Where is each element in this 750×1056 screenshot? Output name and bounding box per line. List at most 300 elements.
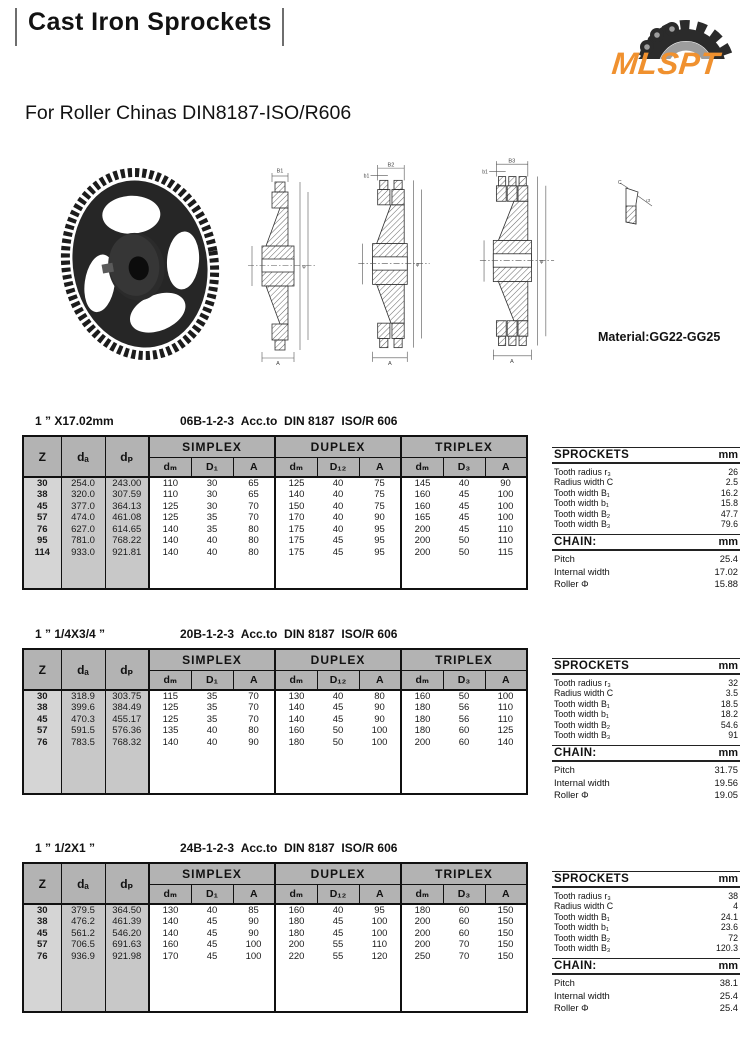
cell: 180 — [414, 725, 431, 737]
spec-value: 15.8 — [720, 498, 738, 509]
table-row — [23, 916, 527, 928]
cell — [191, 962, 233, 1012]
cell: 170 — [288, 512, 305, 524]
cell: 140 — [162, 736, 179, 748]
cell: 140 — [162, 535, 179, 547]
cell: 783.5 — [61, 737, 105, 749]
group-header-row — [23, 863, 527, 884]
cell: 379.5 — [61, 904, 105, 916]
chain-rows — [552, 975, 740, 1015]
dim-label-b3: B3 — [508, 158, 516, 165]
chain-rows — [552, 551, 740, 591]
col-a: A — [485, 884, 527, 904]
spec-label: Tooth width B₃ — [554, 943, 611, 954]
spec-label: Roller Φ — [554, 789, 589, 801]
cell: 100 — [497, 489, 514, 501]
cell: 70 — [233, 702, 275, 714]
group-header-row — [23, 436, 527, 457]
spec-value: 18.5 — [720, 698, 738, 709]
spec-label: Pitch — [554, 553, 575, 565]
col-z: Z — [23, 863, 61, 904]
duplex-section-drawing — [352, 162, 436, 366]
detail-chamfer-label: C — [618, 180, 622, 186]
cell: 140 — [497, 736, 514, 748]
cell: 45 — [332, 546, 344, 558]
cell — [359, 748, 401, 794]
col-d3: D₃ — [443, 457, 485, 477]
col-d12: D₁₂ — [317, 457, 359, 477]
chain-size-label: 1 ” 1/4X3/4 ” — [35, 627, 106, 641]
cell: 100 — [359, 928, 401, 940]
cell: 627.0 — [61, 524, 105, 536]
cell: 140 — [288, 713, 305, 725]
cell: 115 — [497, 546, 514, 558]
table-row — [23, 547, 527, 559]
dia-symbol: φ — [415, 262, 420, 269]
col-dm: dₘ — [401, 884, 443, 904]
cell: 45 — [458, 523, 470, 535]
col-dp: dₚ — [105, 649, 149, 690]
cell: 80 — [233, 524, 275, 536]
cell: 80 — [359, 690, 401, 702]
col-da: dₐ — [61, 436, 105, 477]
logo-wordmark: MLSPT — [610, 46, 722, 81]
cell: 75 — [359, 477, 401, 489]
cell: 200 — [414, 916, 431, 928]
col-d1: D₁ — [191, 884, 233, 904]
cell — [443, 558, 485, 589]
cell: 50 — [458, 691, 470, 702]
cell: 364.13 — [105, 501, 149, 513]
cell: 45 — [23, 928, 61, 940]
cell: 40 — [332, 489, 344, 501]
cell — [23, 962, 61, 1012]
spec-label: Radius width C — [554, 688, 614, 699]
spec-row — [554, 509, 738, 519]
cell: 90 — [359, 512, 401, 524]
spec-row — [554, 990, 738, 1003]
cell: 936.9 — [61, 951, 105, 963]
col-dm: dₘ — [401, 670, 443, 690]
cell: 90 — [233, 916, 275, 928]
spec-value: 54.6 — [720, 719, 738, 730]
cell — [317, 748, 359, 794]
col-a: A — [359, 884, 401, 904]
sprockets-title: SPROCKETS — [554, 873, 630, 885]
cell — [485, 962, 527, 1012]
cell: 45 — [332, 927, 344, 939]
table-row — [23, 690, 527, 702]
cell: 50 — [458, 546, 470, 558]
cell: 160 — [414, 691, 431, 702]
table-row — [23, 928, 527, 940]
cell: 140 — [288, 702, 305, 714]
unit-label: mm — [718, 536, 738, 549]
cell: 243.00 — [105, 477, 149, 489]
spec-label: Tooth width B₂ — [554, 508, 611, 519]
spec-row — [554, 699, 738, 709]
dim-label-b1-inner: b1 — [482, 169, 488, 176]
cell: 100 — [359, 916, 401, 928]
title-right-bar — [282, 8, 284, 46]
cell: 200 — [414, 939, 431, 951]
cell: 70 — [233, 714, 275, 726]
cell: 57 — [23, 725, 61, 737]
cell: 150 — [497, 939, 514, 951]
cell — [359, 962, 401, 1012]
cell: 40 — [206, 546, 218, 558]
cell: 110 — [359, 939, 401, 951]
spec-value: 16.2 — [720, 487, 738, 498]
spec-label: Tooth width B₃ — [554, 519, 611, 530]
cell: 125 — [162, 713, 179, 725]
spec-value: 17.02 — [714, 565, 738, 577]
table-row — [23, 512, 527, 524]
cell: 768.22 — [105, 535, 149, 547]
spec-row — [554, 789, 738, 802]
cell: 576.36 — [105, 725, 149, 737]
cell: 933.0 — [61, 547, 105, 559]
cell: 125 — [162, 512, 179, 524]
spec-label: Tooth width B₂ — [554, 932, 611, 943]
cell: 45 — [458, 512, 470, 524]
cell: 56 — [458, 713, 470, 725]
cell: 461.08 — [105, 512, 149, 524]
cell: 180 — [288, 916, 305, 928]
cell — [443, 748, 485, 794]
cell: 45 — [332, 535, 344, 547]
spec-value: 18.2 — [720, 709, 738, 720]
cell: 125 — [288, 478, 305, 489]
cell: 140 — [162, 927, 179, 939]
col-z: Z — [23, 436, 61, 477]
cell: 35 — [206, 523, 218, 535]
table-row — [23, 951, 527, 963]
cell — [105, 748, 149, 794]
cell: 65 — [233, 489, 275, 501]
spec-value: 79.6 — [720, 519, 738, 530]
table-row — [23, 725, 527, 737]
spec-row — [554, 891, 738, 901]
spec-value: 15.88 — [714, 578, 738, 590]
spec-label: Pitch — [554, 977, 575, 989]
spec-label: Pitch — [554, 764, 575, 776]
spec-label: Tooth width B₁ — [554, 698, 610, 709]
spec-label: Internal width — [554, 565, 610, 577]
col-dm: dₘ — [401, 457, 443, 477]
cell: 455.17 — [105, 714, 149, 726]
cell: 76 — [23, 951, 61, 963]
standard-label: 20B-1-2-3 Acc.to DIN 8187 ISO/R 606 — [180, 627, 398, 641]
spec-label: Tooth width B₂ — [554, 719, 611, 730]
spec-row — [554, 477, 738, 487]
table-row — [23, 702, 527, 714]
dia-symbol: φ — [540, 259, 544, 266]
unit-label: mm — [718, 449, 738, 461]
cell: 180 — [414, 905, 431, 916]
cell: 76 — [23, 737, 61, 749]
spec-value: 24.1 — [720, 911, 738, 922]
cell — [401, 748, 443, 794]
cell: 70 — [233, 512, 275, 524]
cell: 130 — [288, 691, 305, 702]
spec-label: Roller Φ — [554, 578, 589, 590]
cell: 781.0 — [61, 535, 105, 547]
table-row — [23, 714, 527, 726]
group-duplex: DUPLEX — [275, 649, 401, 670]
cell: 165 — [414, 512, 431, 524]
cell: 90 — [359, 702, 401, 714]
dim-label-a: A — [509, 358, 514, 364]
spec-label: Tooth width B₁ — [554, 911, 610, 922]
spec-row — [554, 977, 738, 990]
cell: 180 — [414, 702, 431, 714]
filler-row — [23, 748, 527, 794]
cell: 110 — [497, 535, 514, 547]
cell: 110 — [162, 489, 179, 501]
col-d1: D₁ — [191, 670, 233, 690]
spec-value: 25.4 — [719, 1002, 738, 1014]
simplex-section-drawing — [242, 166, 324, 366]
spec-row — [554, 720, 738, 730]
cell — [61, 558, 105, 589]
table-row — [23, 904, 527, 916]
cell: 50 — [332, 725, 344, 737]
cell: 150 — [497, 927, 514, 939]
cell — [233, 962, 275, 1012]
cell: 250 — [414, 950, 431, 962]
cell: 40 — [206, 905, 218, 916]
cell: 40 — [206, 535, 218, 547]
cell: 140 — [162, 546, 179, 558]
detail-radius-label: r3 — [646, 198, 651, 203]
cell: 100 — [233, 951, 275, 963]
chain-header — [552, 958, 740, 975]
cell: 56 — [458, 702, 470, 714]
cell — [401, 558, 443, 589]
cell: 220 — [288, 950, 305, 962]
cell: 470.3 — [61, 714, 105, 726]
spec-row — [554, 488, 738, 498]
spec-label: Internal width — [554, 989, 610, 1001]
cell: 100 — [497, 512, 514, 524]
cell: 384.49 — [105, 702, 149, 714]
cell: 140 — [162, 916, 179, 928]
spec-label: Tooth width b₁ — [554, 498, 609, 509]
cell — [485, 748, 527, 794]
sprockets-title: SPROCKETS — [554, 449, 630, 461]
cell: 476.2 — [61, 916, 105, 928]
spec-row — [554, 688, 738, 698]
cell: 120 — [359, 951, 401, 963]
side-spec-panel — [552, 871, 740, 1015]
spec-label: Tooth width B₁ — [554, 487, 610, 498]
cell: 110 — [497, 702, 514, 714]
cell: 200 — [414, 523, 431, 535]
page-subtitle: For Roller Chinas DIN8187-ISO/R606 — [25, 102, 352, 124]
cell: 130 — [162, 905, 179, 916]
spec-row — [554, 777, 738, 790]
cell: 80 — [233, 547, 275, 559]
cell: 95 — [359, 547, 401, 559]
col-d12: D₁₂ — [317, 884, 359, 904]
cell: 60 — [458, 916, 470, 928]
triplex-section-drawing — [474, 158, 560, 364]
material-label: Material:GG22-GG25 — [598, 330, 721, 344]
cell — [233, 748, 275, 794]
cell: 125 — [497, 725, 514, 737]
sprockets-header — [552, 447, 740, 464]
col-da: dₐ — [61, 863, 105, 904]
cell: 175 — [288, 535, 305, 547]
cell: 100 — [359, 725, 401, 737]
cell: 35 — [206, 512, 218, 524]
spec-row — [554, 678, 738, 688]
unit-label: mm — [718, 747, 738, 760]
cell: 40 — [206, 725, 218, 737]
spec-row — [554, 912, 738, 922]
spec-row — [554, 498, 738, 508]
col-dp: dₚ — [105, 436, 149, 477]
cell: 35 — [206, 713, 218, 725]
spec-value: 2.5 — [725, 477, 738, 488]
cell: 100 — [233, 939, 275, 951]
group-duplex: DUPLEX — [275, 436, 401, 457]
cell: 125 — [162, 702, 179, 714]
col-da: dₐ — [61, 649, 105, 690]
cell: 57 — [23, 939, 61, 951]
dim-label-b2: B2 — [387, 162, 395, 169]
col-dm: dₘ — [275, 457, 317, 477]
spec-row — [554, 764, 738, 777]
cell: 35 — [206, 691, 218, 702]
cell: 45 — [206, 939, 218, 951]
cell — [485, 558, 527, 589]
cell — [61, 748, 105, 794]
cell: 38 — [23, 489, 61, 501]
cell — [149, 558, 191, 589]
cell: 110 — [497, 713, 514, 725]
cell: 45 — [206, 950, 218, 962]
cell: 115 — [162, 691, 179, 702]
cell: 461.39 — [105, 916, 149, 928]
cell: 45 — [23, 714, 61, 726]
spec-row — [554, 933, 738, 943]
table-row — [23, 939, 527, 951]
cell: 40 — [458, 478, 470, 489]
cell: 140 — [288, 489, 305, 501]
sprockets-rows — [552, 464, 740, 531]
cell: 100 — [497, 500, 514, 512]
cell — [359, 558, 401, 589]
spec-value: 47.7 — [720, 508, 738, 519]
group-triplex: TRIPLEX — [401, 436, 527, 457]
spec-row — [554, 467, 738, 477]
spec-label: Tooth width b₁ — [554, 709, 609, 720]
title-left-bar — [15, 8, 17, 46]
spec-value: 23.6 — [720, 922, 738, 933]
spec-row — [554, 901, 738, 911]
spec-label: Tooth width B₃ — [554, 730, 611, 741]
cell — [149, 962, 191, 1012]
cell: 45 — [332, 702, 344, 714]
cell: 95 — [359, 904, 401, 916]
cell: 45 — [332, 916, 344, 928]
chain-header — [552, 745, 740, 762]
cell: 95 — [359, 524, 401, 536]
cell: 399.6 — [61, 702, 105, 714]
cell: 60 — [458, 725, 470, 737]
cell: 80 — [233, 725, 275, 737]
group-header-row — [23, 649, 527, 670]
cell: 57 — [23, 512, 61, 524]
cell: 30 — [206, 478, 218, 489]
cell: 60 — [458, 927, 470, 939]
cell: 150 — [497, 950, 514, 962]
spec-label: Radius width C — [554, 477, 614, 488]
col-a: A — [359, 670, 401, 690]
sprockets-header — [552, 871, 740, 888]
cell: 474.0 — [61, 512, 105, 524]
col-dm: dₘ — [149, 884, 191, 904]
col-a: A — [233, 457, 275, 477]
cell: 90 — [233, 737, 275, 749]
spec-label: Internal width — [554, 776, 610, 788]
spec-value: 19.05 — [714, 789, 738, 801]
table-row — [23, 489, 527, 501]
cell: 35 — [206, 702, 218, 714]
unit-label: mm — [718, 960, 738, 973]
cell: 114 — [23, 547, 61, 559]
cell: 303.75 — [105, 690, 149, 702]
chain-title: CHAIN: — [554, 747, 597, 760]
unit-label: mm — [718, 873, 738, 885]
cell: 591.5 — [61, 725, 105, 737]
cell: 135 — [162, 725, 179, 737]
spec-row — [554, 943, 738, 953]
spec-value: 72 — [728, 932, 738, 943]
sprockets-rows — [552, 888, 740, 955]
cell: 307.59 — [105, 489, 149, 501]
cell — [317, 962, 359, 1012]
cell: 95 — [359, 535, 401, 547]
cell: 921.81 — [105, 547, 149, 559]
cell: 45 — [458, 489, 470, 501]
standard-label: 06B-1-2-3 Acc.to DIN 8187 ISO/R 606 — [180, 414, 398, 428]
cell: 38 — [23, 702, 61, 714]
cell: 40 — [332, 523, 344, 535]
dim-label-b1: B1 — [276, 168, 284, 175]
cell: 75 — [359, 501, 401, 513]
group-duplex: DUPLEX — [275, 863, 401, 884]
chain-title: CHAIN: — [554, 960, 597, 973]
spec-row — [554, 922, 738, 932]
dim-label-a: A — [388, 360, 392, 366]
spec-label: Tooth radius r₃ — [554, 891, 611, 901]
cell: 200 — [414, 535, 431, 547]
col-d3: D₃ — [443, 670, 485, 690]
cell: 614.65 — [105, 524, 149, 536]
sprockets-title: SPROCKETS — [554, 660, 630, 672]
cell: 80 — [233, 535, 275, 547]
cell: 140 — [162, 523, 179, 535]
spec-value: 38.1 — [719, 977, 738, 989]
spec-label: Tooth width b₁ — [554, 922, 609, 933]
cell: 38 — [23, 916, 61, 928]
col-z: Z — [23, 649, 61, 690]
cell — [275, 748, 317, 794]
cell: 45 — [332, 713, 344, 725]
